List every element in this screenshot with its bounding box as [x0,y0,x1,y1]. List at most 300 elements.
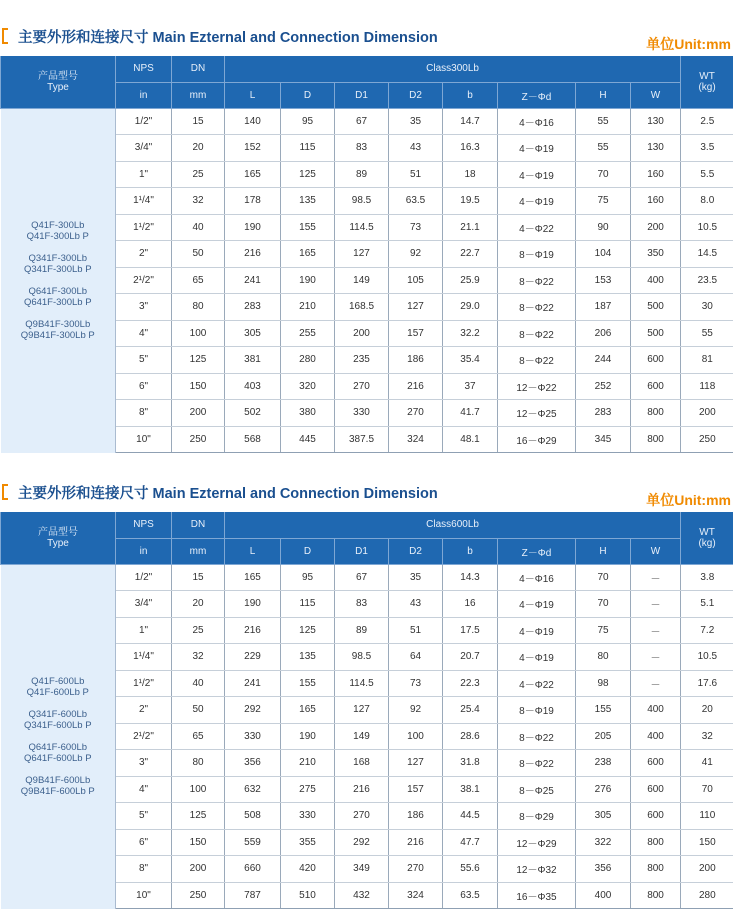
table-cell: 21.1 [443,214,498,241]
table-cell: 31.8 [443,750,498,777]
table-cell: 100 [172,320,225,347]
table-cell: 500 [631,320,681,347]
table-cell: 320 [281,373,335,400]
table-cell: 165 [281,697,335,724]
table-cell: 292 [225,697,281,724]
table-cell: 4－Φ22 [498,214,576,241]
table-cell: 125 [172,347,225,374]
table-cell: 153 [576,267,631,294]
table-cell: 241 [225,267,281,294]
table-cell: 165 [281,241,335,268]
table-cell: 1¹/2" [116,670,172,697]
sub-header: Z－Φd [498,82,576,108]
table-cell: 14.7 [443,108,498,135]
table-cell: 8－Φ29 [498,803,576,830]
table-cell: 187 [576,294,631,321]
table-cell: 1¹/2" [116,214,172,241]
sub-header: in [116,82,172,108]
table-cell: 600 [631,373,681,400]
table-cell: 432 [335,882,389,909]
table-cell: 20 [681,697,733,724]
table-cell: 125 [281,161,335,188]
table-cell: 32 [172,188,225,215]
table-cell: 41.7 [443,400,498,427]
table-cell: 400 [631,697,681,724]
bracket-icon [2,484,8,500]
table-cell: 12－Φ32 [498,856,576,883]
type-group [1,319,116,341]
table-cell: 445 [281,426,335,453]
table-cell: 5.1 [681,591,733,618]
table-cell: 305 [225,320,281,347]
table-cell: 135 [281,188,335,215]
table-cell: 8－Φ25 [498,776,576,803]
type-model: Q641F-600Lb [28,742,88,753]
table-cell: 22.3 [443,670,498,697]
table-cell: 55 [681,320,733,347]
table-cell: 305 [576,803,631,830]
table-cell: 149 [335,723,389,750]
sub-header: D2 [389,538,443,564]
table-cell: 800 [631,882,681,909]
table-cell: 155 [281,670,335,697]
type-model: Q341F-300Lb P [23,264,92,275]
table-cell: 165 [225,564,281,591]
type-list [1,564,116,909]
table-cell: 83 [335,591,389,618]
table-cell: 35 [389,564,443,591]
table-row [1,564,733,591]
table-cell: 1¹/4" [116,188,172,215]
section-title: 主要外形和连接尺寸 Main Ezternal and Connection Dimension [18,30,438,46]
table-cell: 632 [225,776,281,803]
sub-header: mm [172,82,225,108]
table-cell: 235 [335,347,389,374]
table-cell: 3.5 [681,135,733,162]
table-cell: 280 [681,882,733,909]
wt-label: WT [699,526,715,538]
table-cell: 7.2 [681,617,733,644]
dn-header: DN [172,512,225,538]
table-cell: 502 [225,400,281,427]
table-cell: 64 [389,644,443,671]
dimension-table [0,512,733,909]
table-cell: 37 [443,373,498,400]
type-group [1,286,116,308]
table-cell: 20.7 [443,644,498,671]
sub-header: D1 [335,82,389,108]
table-cell: 20 [172,591,225,618]
type-model: Q41F-300Lb P [26,231,89,242]
table-cell: 244 [576,347,631,374]
table-cell: 70 [681,776,733,803]
sub-header: H [576,82,631,108]
table-cell: 10.5 [681,644,733,671]
table-cell: 12－Φ29 [498,829,576,856]
type-model: Q641F-300Lb P [23,297,92,308]
table-cell: 140 [225,108,281,135]
sub-header: H [576,538,631,564]
table-cell: 3" [116,750,172,777]
table-cell: 29.0 [443,294,498,321]
dimension-table [0,56,733,453]
table-cell: 190 [281,267,335,294]
table-cell: 95 [281,564,335,591]
table-cell: 345 [576,426,631,453]
table-cell: 114.5 [335,214,389,241]
table-cell: 8－Φ22 [498,267,576,294]
wt-header [681,512,733,564]
sub-header: b [443,82,498,108]
table-cell: 35 [389,108,443,135]
table-cell: 600 [631,750,681,777]
table-cell: 216 [225,241,281,268]
table-cell: 41 [681,750,733,777]
table-cell: 30 [681,294,733,321]
table-cell: 324 [389,426,443,453]
table-cell: 25 [172,161,225,188]
table-cell: 95 [281,108,335,135]
table-cell: 200 [631,214,681,241]
table-cell: 8－Φ19 [498,241,576,268]
sub-header: W [631,82,681,108]
type-model: Q41F-300Lb [31,220,85,231]
type-model: Q9B41F-300Lb [25,319,91,330]
table-cell: 92 [389,241,443,268]
section-title: 主要外形和连接尺寸 Main Ezternal and Connection Dimension [18,486,438,502]
table-cell: 81 [681,347,733,374]
table-cell: 787 [225,882,281,909]
table-cell: 65 [172,723,225,750]
table-cell: 500 [631,294,681,321]
table-cell: 18 [443,161,498,188]
table-cell: 168 [335,750,389,777]
table-cell: 270 [335,803,389,830]
table-cell: 1" [116,617,172,644]
table-cell: 8－Φ22 [498,294,576,321]
type-header-cn: 产品型号 [38,526,78,538]
table-cell: 157 [389,320,443,347]
table-cell: 35.4 [443,347,498,374]
table-cell: 115 [281,591,335,618]
table-cell: 1¹/4" [116,644,172,671]
table-cell: 83 [335,135,389,162]
table-cell: 270 [335,373,389,400]
table-cell: 63.5 [443,882,498,909]
section-class600 [0,480,733,909]
table-cell: 8－Φ22 [498,347,576,374]
table-cell: 90 [576,214,631,241]
table-cell: 55 [576,135,631,162]
table-cell: 190 [281,723,335,750]
table-cell: 4－Φ22 [498,670,576,697]
table-cell: 250 [681,426,733,453]
table-cell: 178 [225,188,281,215]
table-cell: 32 [172,644,225,671]
section-header [0,24,733,56]
table-cell: 200 [681,400,733,427]
table-cell: 92 [389,697,443,724]
table-cell: 105 [389,267,443,294]
table-cell: 349 [335,856,389,883]
table-cell: 1/2" [116,564,172,591]
type-header-en: Type [47,537,69,549]
table-cell: 210 [281,750,335,777]
table-cell: 115 [281,135,335,162]
table-cell: 800 [631,426,681,453]
table-cell: 330 [335,400,389,427]
type-model: Q41F-600Lb [31,676,85,687]
table-cell: 20 [172,135,225,162]
table-cell: 63.5 [389,188,443,215]
table-cell: － [631,670,681,697]
sub-header: b [443,538,498,564]
table-cell: 8－Φ19 [498,697,576,724]
table-cell: 67 [335,108,389,135]
sub-header: mm [172,538,225,564]
table-cell: 32.2 [443,320,498,347]
table-cell: 3/4" [116,591,172,618]
table-cell: 276 [576,776,631,803]
table-cell: 255 [281,320,335,347]
unit-label: 单位Unit:mm [646,492,731,508]
table-cell: 381 [225,347,281,374]
table-cell: 241 [225,670,281,697]
table-cell: 15 [172,108,225,135]
table-cell: 210 [281,294,335,321]
table-cell: 2.5 [681,108,733,135]
table-cell: 150 [172,373,225,400]
table-cell: 89 [335,617,389,644]
table-cell: 600 [631,776,681,803]
table-cell: 2" [116,241,172,268]
table-cell: 98 [576,670,631,697]
type-group [1,709,116,731]
table-cell: 152 [225,135,281,162]
table-cell: 40 [172,670,225,697]
table-cell: 400 [631,723,681,750]
table-cell: 75 [576,617,631,644]
sub-header: D1 [335,538,389,564]
table-cell: 14.3 [443,564,498,591]
table-cell: 70 [576,161,631,188]
type-model: Q341F-600Lb P [23,720,92,731]
table-cell: 270 [389,400,443,427]
wt-unit: (kg) [698,537,716,549]
sub-header: D2 [389,82,443,108]
table-cell: 130 [631,108,681,135]
table-cell: 4－Φ16 [498,108,576,135]
table-cell: 190 [225,591,281,618]
table-cell: 324 [389,882,443,909]
table-cell: 19.5 [443,188,498,215]
table-cell: 252 [576,373,631,400]
table-cell: 6" [116,829,172,856]
table-cell: 229 [225,644,281,671]
wt-unit: (kg) [698,81,716,93]
table-cell: 10" [116,882,172,909]
table-cell: 15 [172,564,225,591]
table-cell: 73 [389,670,443,697]
type-group [1,775,116,797]
table-cell: 216 [225,617,281,644]
type-model: Q9B41F-600Lb [25,775,91,786]
table-cell: 3/4" [116,135,172,162]
table-cell: 400 [631,267,681,294]
table-cell: 32 [681,723,733,750]
table-cell: 205 [576,723,631,750]
table-cell: 155 [281,214,335,241]
table-cell: 17.6 [681,670,733,697]
table-cell: 100 [172,776,225,803]
table-cell: 135 [281,644,335,671]
table-cell: 800 [631,856,681,883]
table-cell: 50 [172,697,225,724]
table-cell: 70 [576,564,631,591]
class-header: Class600Lb [225,512,681,538]
type-header-cn: 产品型号 [38,70,78,82]
table-cell: 16.3 [443,135,498,162]
table-cell: 10" [116,426,172,453]
table-row [1,108,733,135]
table-cell: 43 [389,135,443,162]
table-cell: 206 [576,320,631,347]
table-cell: 190 [225,214,281,241]
sub-header: D [281,82,335,108]
table-cell: 155 [576,697,631,724]
table-cell: 200 [681,856,733,883]
table-cell: 16－Φ29 [498,426,576,453]
table-cell: 322 [576,829,631,856]
table-cell: 4" [116,320,172,347]
table-cell: 600 [631,803,681,830]
table-cell: 5" [116,803,172,830]
table-cell: 8－Φ22 [498,723,576,750]
sub-header: Z－Φd [498,538,576,564]
table-cell: 800 [631,829,681,856]
table-cell: 4－Φ19 [498,591,576,618]
table-cell: 10.5 [681,214,733,241]
nps-header: NPS [116,56,172,82]
table-cell: 508 [225,803,281,830]
type-model: Q641F-600Lb P [23,753,92,764]
table-cell: 51 [389,617,443,644]
table-cell: 14.5 [681,241,733,268]
table-cell: 559 [225,829,281,856]
table-cell: 55.6 [443,856,498,883]
type-model: Q341F-300Lb [28,253,88,264]
table-cell: 8－Φ22 [498,320,576,347]
sub-header: L [225,82,281,108]
table-cell: 292 [335,829,389,856]
table-cell: 70 [576,591,631,618]
table-cell: 8－Φ22 [498,750,576,777]
table-cell: 157 [389,776,443,803]
section-header [0,480,733,512]
table-cell: 600 [631,347,681,374]
table-cell: 356 [225,750,281,777]
table-cell: 40 [172,214,225,241]
table-cell: 22.7 [443,241,498,268]
table-cell: 4－Φ16 [498,564,576,591]
table-cell: 2¹/2" [116,267,172,294]
table-cell: 80 [172,294,225,321]
table-cell: 44.5 [443,803,498,830]
table-cell: 98.5 [335,644,389,671]
table-cell: － [631,644,681,671]
table-cell: 48.1 [443,426,498,453]
sub-header: in [116,538,172,564]
table-cell: 216 [389,373,443,400]
table-cell: 1" [116,161,172,188]
table-cell: 387.5 [335,426,389,453]
table-cell: 50 [172,241,225,268]
table-cell: 280 [281,347,335,374]
table-cell: 65 [172,267,225,294]
table-cell: 238 [576,750,631,777]
table-cell: 250 [172,882,225,909]
table-cell: 150 [172,829,225,856]
table-cell: 4－Φ19 [498,135,576,162]
type-list [1,108,116,453]
table-cell: 110 [681,803,733,830]
table-cell: 660 [225,856,281,883]
table-cell: 73 [389,214,443,241]
table-cell: 28.6 [443,723,498,750]
table-cell: 12－Φ22 [498,373,576,400]
type-header [1,56,116,108]
table-cell: 80 [576,644,631,671]
table-cell: 568 [225,426,281,453]
table-cell: 420 [281,856,335,883]
table-cell: 125 [281,617,335,644]
table-cell: 800 [631,400,681,427]
table-cell: 8" [116,400,172,427]
table-cell: 3" [116,294,172,321]
table-cell: 6" [116,373,172,400]
table-cell: 283 [576,400,631,427]
table-cell: 350 [631,241,681,268]
table-cell: 125 [172,803,225,830]
bracket-icon [2,28,8,44]
sub-header: L [225,538,281,564]
dn-header: DN [172,56,225,82]
table-cell: 330 [281,803,335,830]
table-cell: 8" [116,856,172,883]
table-cell: 165 [225,161,281,188]
table-cell: 127 [335,241,389,268]
section-class300 [0,24,733,453]
table-cell: 149 [335,267,389,294]
table-cell: 98.5 [335,188,389,215]
table-cell: 270 [389,856,443,883]
table-cell: 3.8 [681,564,733,591]
table-cell: 160 [631,188,681,215]
table-cell: 186 [389,347,443,374]
table-cell: 80 [172,750,225,777]
table-cell: 5.5 [681,161,733,188]
table-cell: 75 [576,188,631,215]
table-cell: 25.4 [443,697,498,724]
table-cell: 168.5 [335,294,389,321]
unit-label: 单位Unit:mm [646,36,731,52]
type-model: Q9B41F-300Lb P [20,330,95,341]
table-cell: － [631,617,681,644]
type-model: Q9B41F-600Lb P [20,786,95,797]
table-cell: 403 [225,373,281,400]
table-cell: 1/2" [116,108,172,135]
table-cell: 200 [172,856,225,883]
